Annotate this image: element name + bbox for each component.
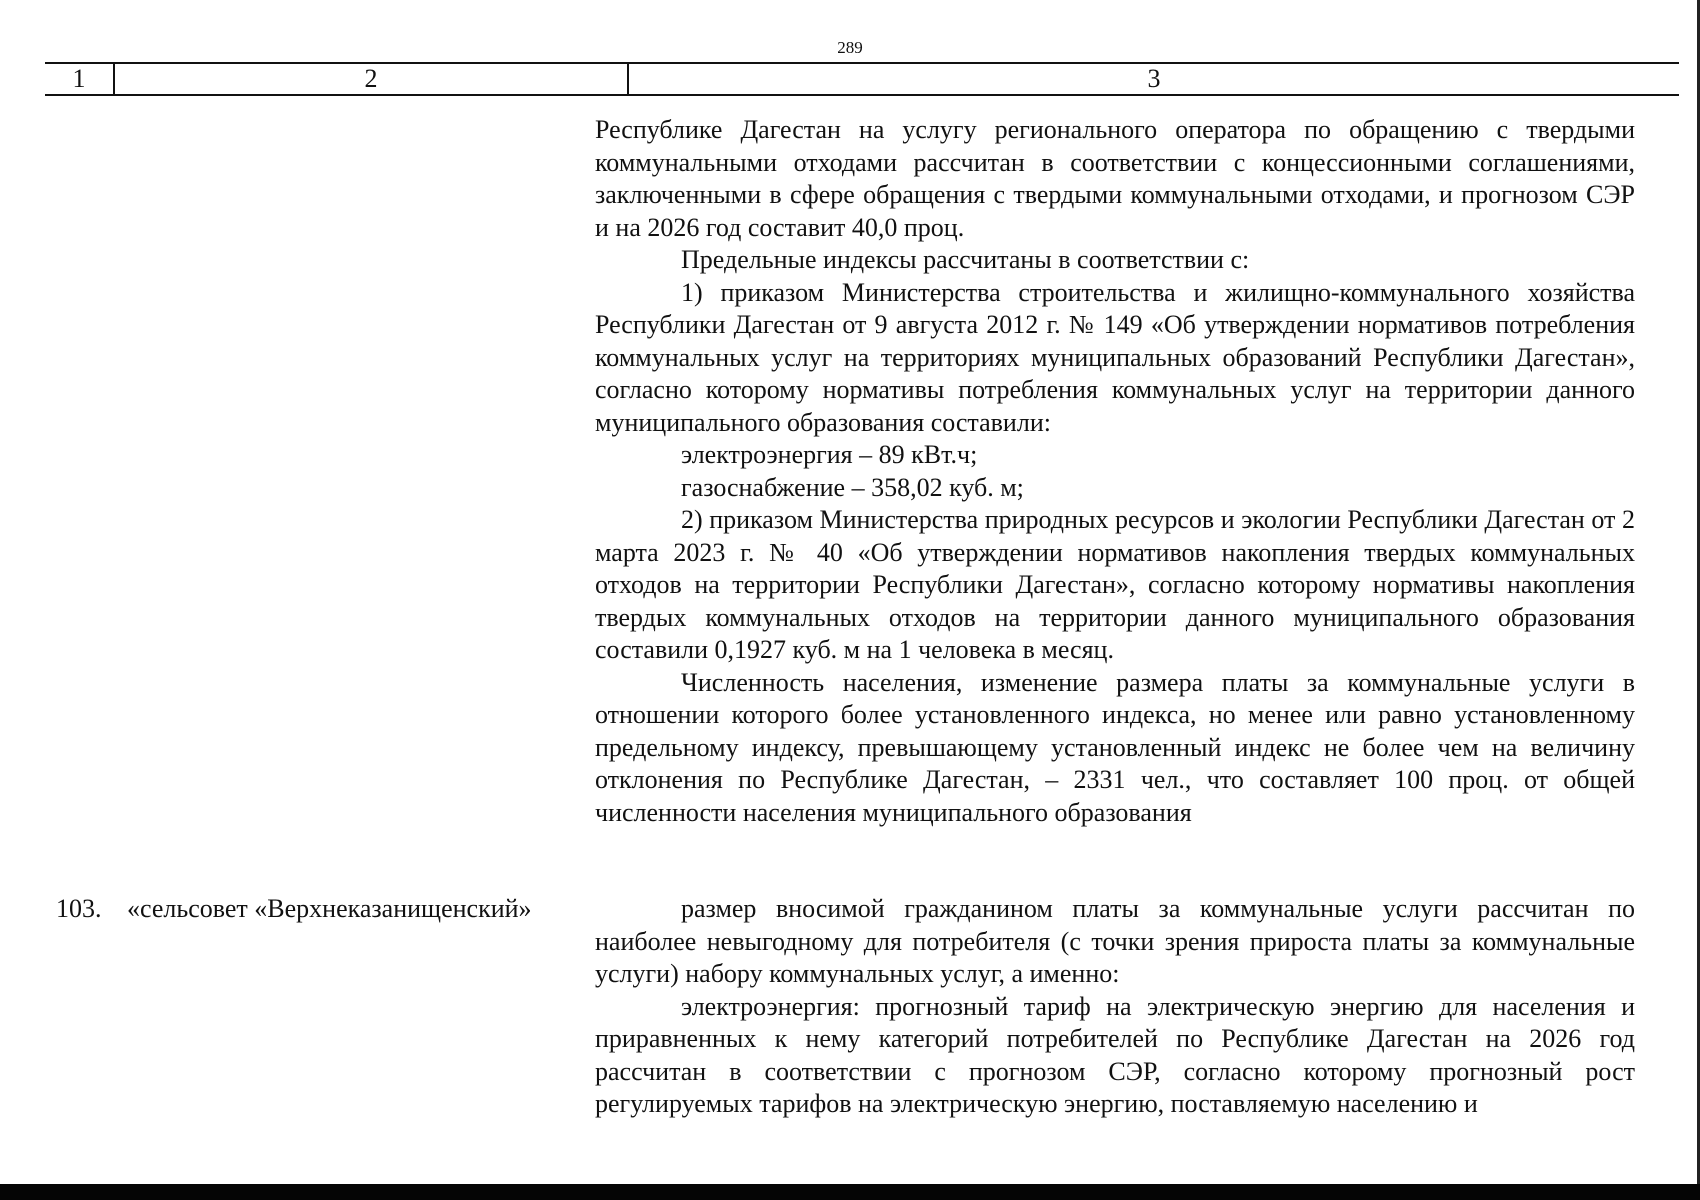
paragraph-electricity-tariff: электроэнергия: прогнозный тариф на электрическую энергию для населения и приравненных к нему категорий потребителей по Республике Дагестан на 2026 год рассчитан в соответствии с прогнозом СЭР, согласно которому прогнозный рост регулируемых тарифов на электрическую энергию, поставляемую населению и xyxy=(595,991,1635,1118)
header-cell-3: 3 xyxy=(1147,64,1161,93)
municipality-name: «сельсовет «Верхнеказанищенский» xyxy=(127,894,532,923)
row-103-description xyxy=(595,893,1635,1121)
continued-description xyxy=(595,114,1635,829)
paragraph-order-149: 1) приказом Министерства строительства и жилищно-коммунального хозяйства Республики Дагестан от 9 августа 2012 г. № 149 «Об утверждении нормативов потребления коммунальных услуг на территориях муниципальных образований Республики Дагестан», согласно которому нормативы потребления коммунальных услуг на территории данного муниципального образования составили: xyxy=(595,277,1635,437)
paragraph-payment-size: размер вносимой гражданином платы за коммунальные услуги рассчитан по наиболее невыгодному для потребителя (с точки зрения прироста платы за коммунальные услуги) набору коммунальных услуг, а именно: xyxy=(595,894,1635,988)
page-number: 289 xyxy=(837,38,863,57)
table-header-row xyxy=(45,62,1679,96)
paragraph-limit-indexes: Предельные индексы рассчитаны в соответствии с: xyxy=(681,245,1250,274)
norm-electricity: электроэнергия – 89 кВт.ч; xyxy=(681,440,978,469)
header-cell-1: 1 xyxy=(45,64,115,94)
paragraph-population: Численность населения, изменение размера платы за коммунальные услуги в отношении которого более установленного индекса, но менее или равно установленному предельному индексу, превышающему установленный индекс не более чем на величину отклонения по Республике Дагестан, – 2331 чел., что составляет 100 проц. от общей численности населения муниципального образования xyxy=(595,667,1635,827)
norm-gas: газоснабжение – 358,02 куб. м; xyxy=(681,472,1024,502)
paragraph-order-40: 2) приказом Министерства природных ресурсов и экологии Республики Дагестан от 2 марта 2023 г. № 40 «Об утверждении нормативов накопления твердых коммунальных отходов на территории Республики Дагестан», согласно которому нормативы накопления твердых коммунальных отходов на территории данного муниципального образования составили 0,1927 куб. м на 1 человека в месяц. xyxy=(595,505,1635,664)
row-number-103: 103. xyxy=(56,894,102,923)
paragraph-tko-index: Республике Дагестан на услугу регионального оператора по обращению с твердыми коммунальными отходами рассчитан в соответствии с концессионными соглашениями, заключенными в сфере обращения с твердыми коммунальными отходами, и прогнозом СЭР и на 2026 год составит 40,0 проц. xyxy=(595,115,1635,242)
scan-bottom-edge xyxy=(0,1184,1700,1200)
header-cell-2: 2 xyxy=(115,64,629,94)
